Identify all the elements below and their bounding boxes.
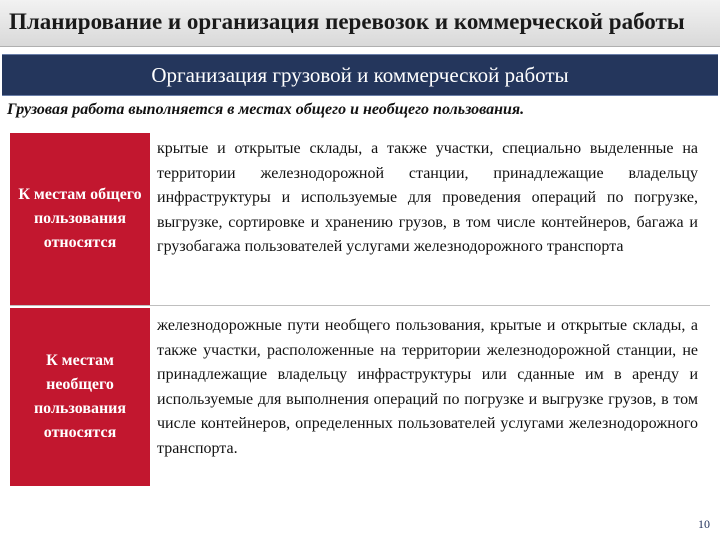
non-public-use-label: К местам необщего пользования относятся	[33, 352, 127, 441]
non-public-use-label-box	[10, 308, 150, 486]
public-use-label-box	[10, 133, 150, 305]
section-subtitle: Организация грузовой и коммерческой работы	[151, 62, 569, 87]
public-use-description: крытые и открытые склады, а также участки, специально выделенные на территории железнодорожной станции, принадлежащие владельцу инфраструктуры и используемые для проведения операций по погрузке, выгрузке, сортировке и хранению грузов, в том числе контейнеров, багажа и грузобагажа пользователей услугами железнодорожного транспорта	[157, 140, 698, 255]
non-public-use-description: железнодорожные пути необщего пользования, крытые и открытые склады, а также участки, расположенные на территории железнодорожной станции, не принадлежащие владельцу инфраструктуры или сданные им в аренду и используемые для выполнения операций по погрузке и выгрузке грузов, в том числе контейнеров, определенных пользователей услугами железнодорожного транспорта.	[157, 317, 698, 457]
intro-text: Грузовая работа выполняется в местах общего и необщего пользования.	[7, 101, 525, 118]
public-use-row	[0, 133, 720, 305]
page-title: Планирование и организация перевозок и коммерческой работы	[9, 9, 685, 34]
section-banner	[2, 54, 718, 96]
non-public-use-row	[0, 308, 720, 486]
title-bar	[0, 0, 720, 47]
page-number: 10	[698, 517, 710, 531]
public-use-label: К местам общего пользования относятся	[18, 186, 142, 251]
row-divider	[10, 305, 710, 306]
